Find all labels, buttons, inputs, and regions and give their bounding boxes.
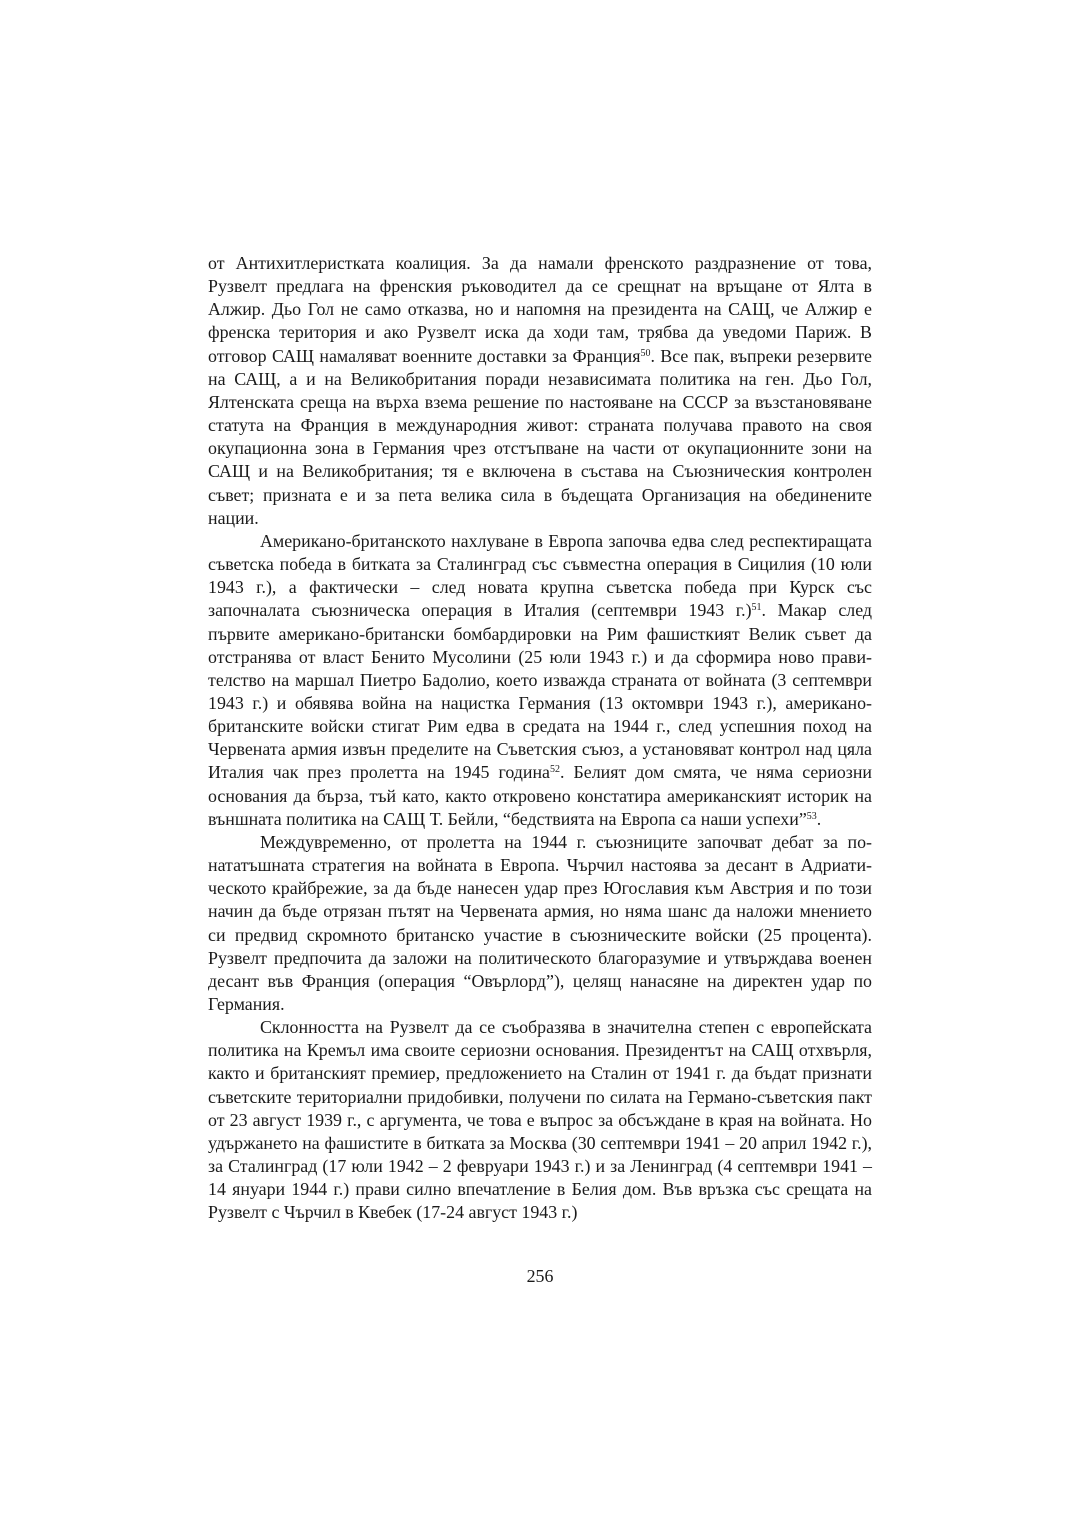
paragraph-text: .: [816, 808, 822, 829]
paragraph: [208, 252, 872, 530]
footnote-ref-50[interactable]: 50: [640, 347, 651, 359]
paragraph: [208, 1016, 872, 1224]
footnote-ref-51[interactable]: 51: [751, 602, 762, 614]
page-number: 256: [526, 1266, 554, 1286]
paragraph-text: Американо-британското нахлуване в Европа започва едва след респектиращата съветска победа в битката за Сталинград със съвместна операция в Сицилия (10 юли 1943 г.), а фактически – след новата крупна съветска победа при Курск със започналата съюзническа операция в Италия (септември 1943 г.): [208, 530, 872, 621]
paragraph-text: от Антихитлеристката коалиция. За да намали френското раздразнение от това, Рузвелт предлага на френския ръководител да се срещнат на връщане от Ялта в Алжир. Дьо Гол не само отказва, но и напомня на президента на САЩ, че Алжир е френска територия и ако Рузвелт иска да ходи там, трябва да уведоми Париж. В отговор САЩ намаляват военните доставки за Франция: [208, 253, 872, 366]
paragraph-text: Междувременно, от пролетта на 1944 г. съюзниците започват дебат за понататъшната стратегия на войната в Европа. Чърчил настоява за десант в Адриатическото крайбрежие, за да бъде нанесен удар през Югославия към Австрия и по този начин да бъде отрязан пътят на Червената армия, но няма шанс да наложи мнението си предвид скромното британско участие в съюзническите войски (25 процента). Рузвелт предпочита да заложи на политическото благоразумие и утвърждава военен десант във Франция (операция “Овърлорд”), целящ нанасяне на директен удар по Германия.: [208, 831, 872, 1014]
footnote-ref-52[interactable]: 52: [550, 764, 560, 776]
paragraph: [208, 530, 872, 831]
paragraph-text: Склонността на Рузвелт да се съобразява в значителна степен с европейската политика на Кремъл има своите сериозни основания. Президентът на САЩ отхвърля, както и британският премиер, предложението на Сталин от 1941 г. да бъдат признати съветските териториални придобивки, получени по силата на Германо-съветския пакт от 23 август 1939 г., с аргумента, че това е въпрос за обсъждане в края на войната. Но удържането на фашистите в битката за Москва (30 септември 1941 – 20 април 1942 г.), за Сталинград (17 юли 1942 – 2 февруари 1943 г.) и за Ленинград (4 септември 1941 – 14 януари 1944 г.) прави силно впечатление в Белия дом. Във връзка със срещата на Рузвелт с Чърчил в Квебек (17-24 август 1943 г.): [208, 1017, 872, 1223]
body-text: [208, 252, 872, 1225]
paragraph-text: . Все пак, въпреки резервите на САЩ, а и на Великобритания поради независимата политика на ген. Дьо Гол, Ялтенската среща на върха взема решение по настояване на СССР за възстановяване статута на Франция в международния живот: страната получава правото на своя окупационна зона в Германия чрез отстъпване на части от окупационните зони на САЩ и на Великобритания; тя е включена в състава на Съюзническия контролен съвет; призната е и за пета велика сила в бъдещата Организация на обединените нации.: [208, 345, 872, 528]
paragraph-text: . Белият дом смята, че няма сериозни основания да бърза, тъй като, както откровено констатира американският историк на външната политика на САЩ Т. Бейли, “бедствията на Европа са наши успехи”: [208, 762, 872, 829]
paragraph-text: . Макар след първите американо-британски бомбардировки на Рим фашисткият Велик съвет да отстранява от власт Бенито Мусолини (25 юли 1943 г.) и да сформира ново правителство на маршал Пиетро Бадолио, което изважда страната от войната (3 септември 1943 г.) и обявява война на нацистка Германия (13 октомври 1943 г.), американо-британските войски стигат Рим едва в средата на 1944 г., след успешния поход на Червената армия извън пределите на Съветския съюз, а установяват контрол над цяла Италия чак през пролетта на 1945 година: [208, 600, 873, 783]
paragraph: [208, 831, 872, 1016]
footnote-ref-53[interactable]: 53: [806, 810, 817, 822]
